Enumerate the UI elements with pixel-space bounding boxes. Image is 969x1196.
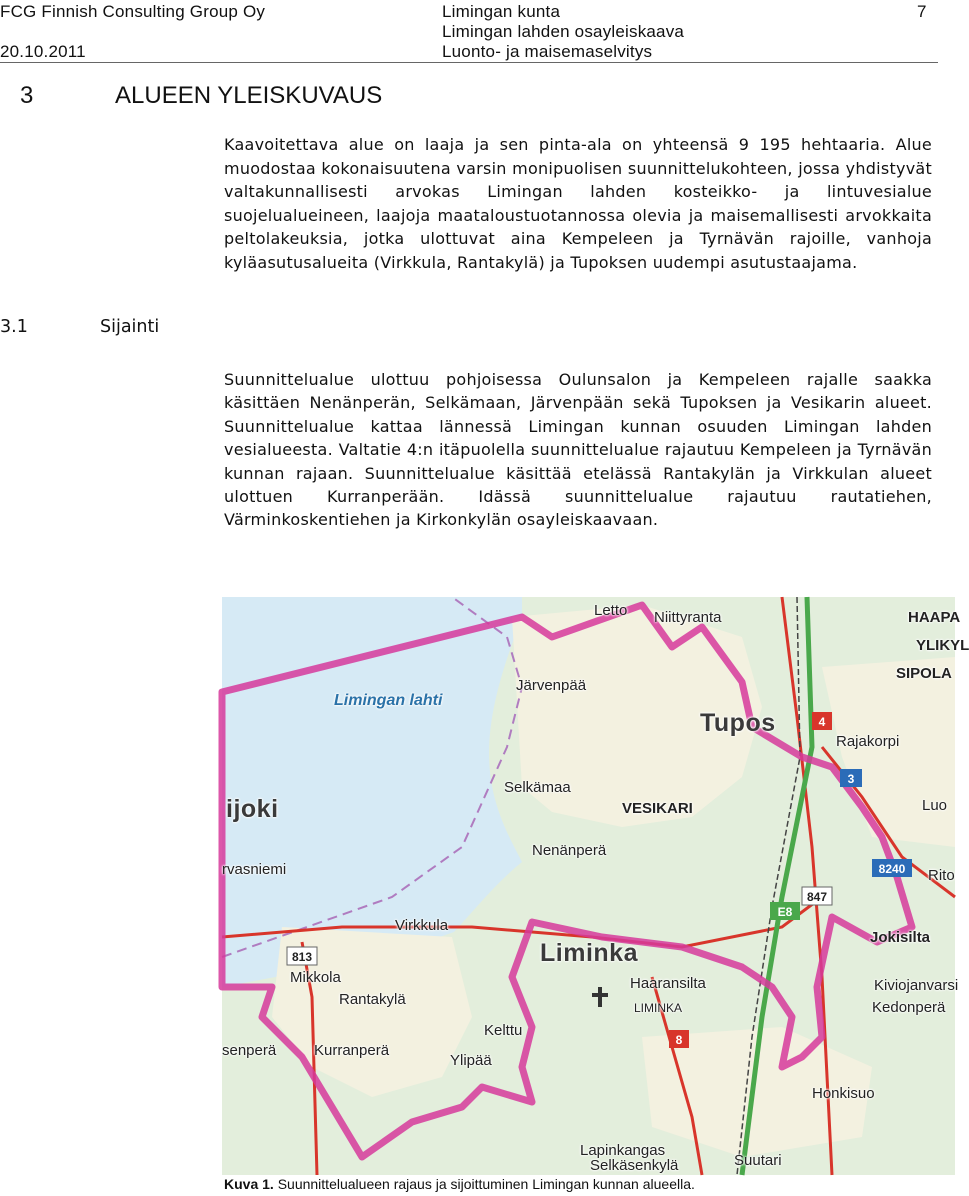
shield-road-847-label: 847	[806, 890, 828, 904]
shield-road-3-label: 3	[847, 772, 855, 786]
label-senpera: senperä	[222, 1042, 277, 1059]
label-niittyranta: Niittyranta	[654, 609, 722, 626]
label-liminganlahti: Limingan lahti	[334, 692, 443, 709]
caption-label: Kuva 1.	[224, 1176, 274, 1192]
header-date: 20.10.2011	[0, 42, 86, 61]
label-jokisilta: Jokisilta	[870, 929, 931, 946]
label-lapinkangas: Lapinkangas	[580, 1142, 666, 1159]
label-letto: Letto	[594, 602, 628, 619]
label-rvasniemi: rvasniemi	[222, 861, 287, 878]
label-jarvenpaa: Järvenpää	[516, 677, 587, 694]
label-rito: Rito	[928, 867, 955, 884]
label-vesikari: VESIKARI	[622, 800, 693, 817]
label-nenanpera: Nenänperä	[532, 842, 607, 859]
label-selkasenkyla: Selkäsenkylä	[590, 1157, 679, 1174]
subsection-heading	[0, 317, 159, 337]
label-sipola: SIPOLA	[896, 665, 952, 682]
label-kurranpera: Kurranperä	[314, 1042, 390, 1059]
header-client: Limingan kunta	[442, 2, 561, 21]
intro-paragraph: Kaavoitettava alue on laaja ja sen pinta-ala on yhteensä 9 195 hehtaaria. Alue muodostaa kokonaisuutena varsin monipuolisen suunnittelukohteen, jossa yhdistyvät valtakunnallisesti arvokas Limingan lahden kosteikko- ja lintuvesialue suojelualueineen, laajoja maataloustuotannossa olevia ja maisemallisesti arvokkaita peltolakeuksia, jotka ulottuvat aina Kempeleen ja Tyrnävän rajoille, vanhoja kyläasutusalueita (Virkkula, Rantakylä) ja Tupoksen uudempi asutustaajama.	[224, 135, 932, 272]
label-liminka: Liminka	[540, 939, 638, 967]
shield-e8-label: E8	[777, 905, 793, 919]
label-selkamaa: Selkämaa	[504, 779, 571, 796]
label-virkkula: Virkkula	[395, 917, 449, 934]
page-number: 7	[917, 2, 927, 21]
shield-road-8240-label: 8240	[878, 862, 906, 876]
header-project: Limingan lahden osayleiskaava	[442, 22, 685, 41]
header-rule	[0, 62, 938, 63]
label-ylipaa: Ylipää	[450, 1052, 492, 1069]
label-kelttu: Kelttu	[484, 1022, 523, 1039]
location-paragraph: Suunnittelualue ulottuu pohjoisessa Oulunsalon ja Kempeleen rajalle saakka käsittäen Nenänperän, Selkämaan, Järvenpään sekä Tupoksen ja Vesikarin alueet. Suunnittelualue kattaa lännessä Limingan kunnan osuuden Limingan lahden vesialueesta. Valtatie 4:n itäpuolella suunnittelualue rajautuu Kempeleen ja Tyrnävän kunnan rajaan. Suunnittelualue käsittää etelässä Rantakylän ja Virkkulan alueet ulottuen Kurranperään. Idässä suunnittelualue rajautuu rautatiehen, Värminkoskentiehen ja Kirkonkylän osayleiskaavaan.	[224, 370, 932, 530]
section-title: ALUEEN YLEISKUVAUS	[115, 82, 383, 109]
label-tupos: Tupos	[700, 709, 776, 737]
shield-road-4-label: 4	[818, 715, 826, 729]
label-haapa: HAAPA	[908, 609, 961, 626]
label-rantakyla: Rantakylä	[339, 991, 406, 1008]
label-haaransilta: Haaransilta	[630, 975, 706, 992]
subsection-title: Sijainti	[100, 317, 160, 337]
label-mikkola: Mikkola	[290, 969, 341, 986]
label-kiviojanvarsi: Kiviojanvarsi	[874, 977, 959, 994]
section-heading	[20, 82, 382, 110]
section-number: 3	[20, 82, 34, 109]
header-report: Luonto- ja maisemaselvitys	[442, 42, 653, 61]
header-company: FCG Finnish Consulting Group Oy	[0, 2, 266, 21]
label-rajakorpi: Rajakorpi	[836, 733, 900, 750]
caption-text: Suunnittelualueen rajaus ja sijoittuminen Limingan kunnan alueella.	[273, 1176, 695, 1192]
label-suutari: Suutari	[734, 1152, 782, 1169]
label-liminka-small: LIMINKA	[634, 1001, 683, 1015]
subsection-number: 3.1	[0, 317, 28, 337]
location-map	[222, 597, 969, 1175]
shield-road-813-label: 813	[291, 950, 313, 964]
shield-road-8-label: 8	[675, 1033, 683, 1047]
label-ylikyl: YLIKYL	[916, 637, 969, 654]
label-luo: Luo	[922, 797, 948, 814]
label-kedonpera: Kedonperä	[872, 999, 946, 1016]
label-honkisuo: Honkisuo	[812, 1085, 875, 1102]
label-ijoki: ijoki	[226, 795, 279, 823]
figure-caption	[224, 1176, 695, 1192]
